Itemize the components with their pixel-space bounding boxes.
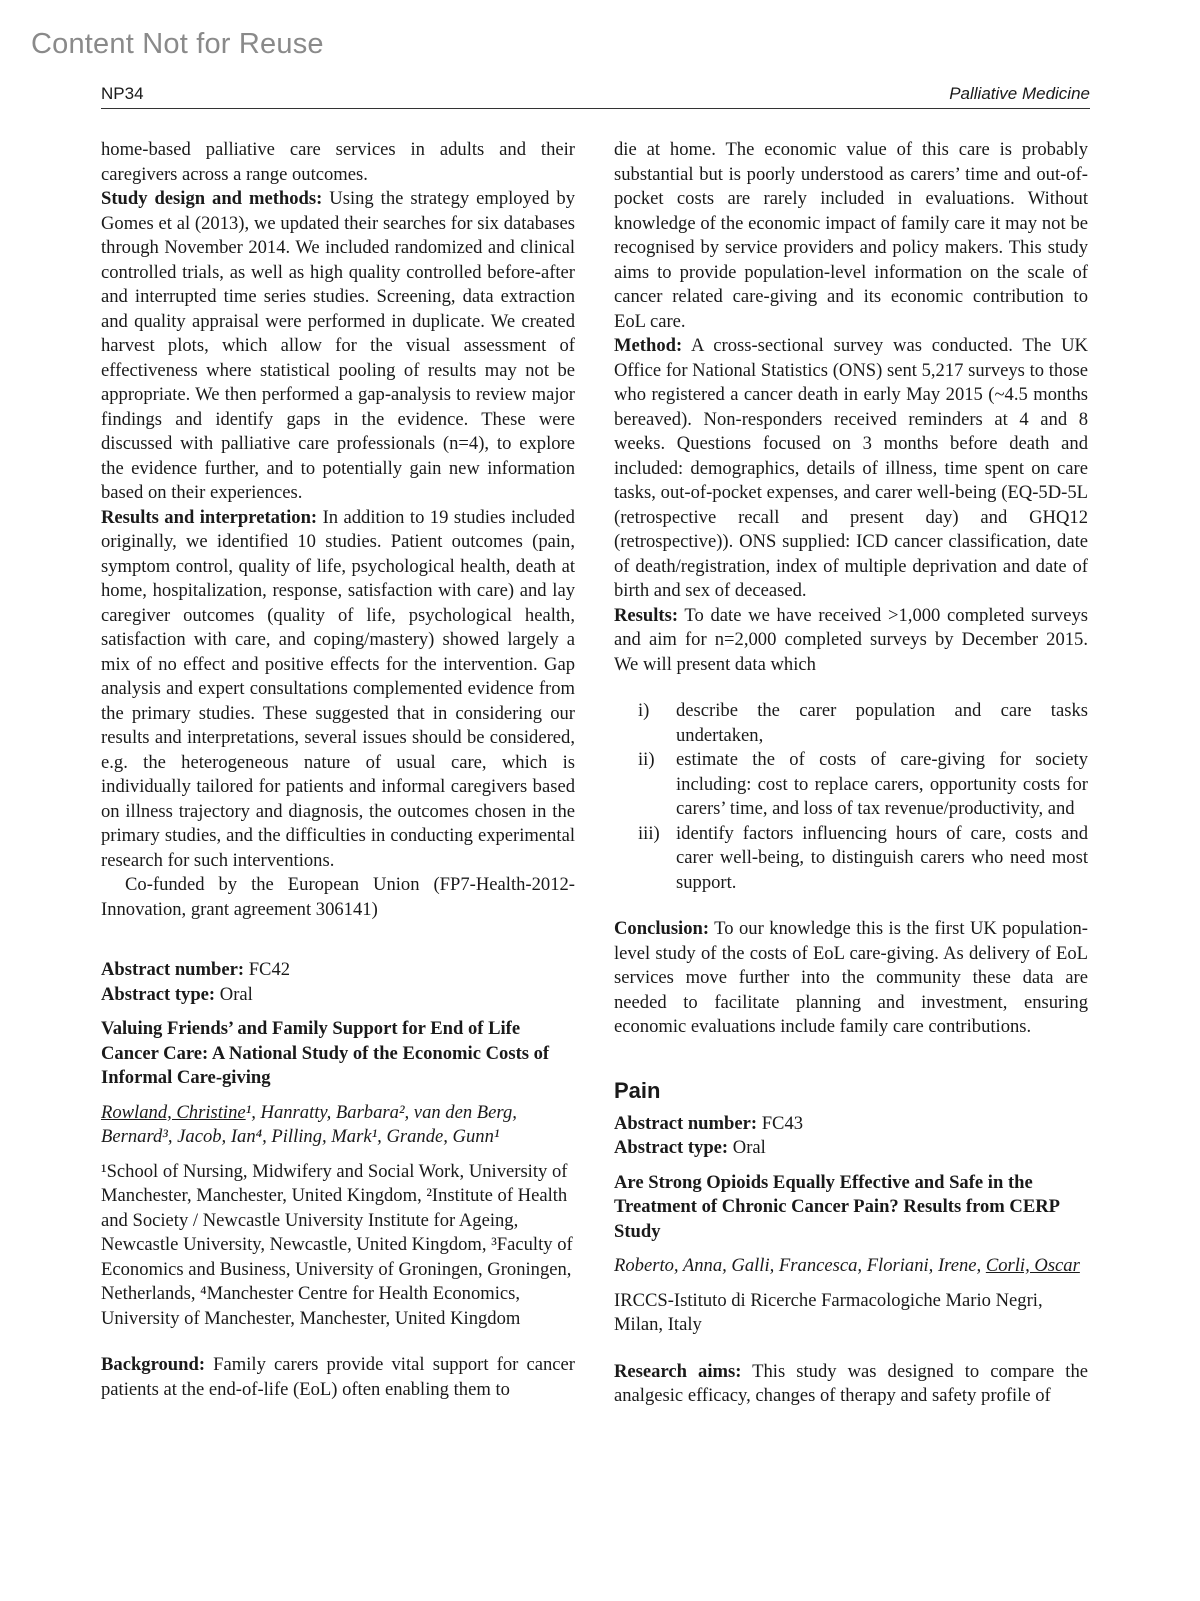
research-aims-paragraph	[614, 1360, 1088, 1409]
abstract-number-label: Abstract number:	[101, 959, 245, 980]
study-design-paragraph	[101, 187, 575, 506]
author-list	[101, 1101, 575, 1150]
abstract-title: Valuing Friends’ and Family Support for End of Life Cancer Care: A National Study of the Economic Costs of Informal Care-giving	[101, 1018, 550, 1088]
list-item-text: estimate the of costs of care-giving for society including: cost to replace carers, opportunity costs for carers’ time, and loss of tax revenue/productivity, and	[676, 749, 1088, 819]
background-continuation: die at home. The economic value of this care is probably substantial but is poorly understood as carers’ time and out-of-pocket costs are rarely included in evaluations. Without knowledge of the economic impact of family care it may not be recognised by service providers and policy makers. This study aims to provide population-level information on the scale of cancer related care-giving and its economic contribution to EoL care.	[614, 139, 1088, 332]
section-heading: Pain	[614, 1077, 661, 1103]
results-text: In addition to 19 studies included originally, we identified 10 studies. Patient outcomes (pain, symptom control, quality of life, psychological health, death at home, hospitalization, response, satisfaction with care) and lay caregiver outcomes (quality of life, psychological health, satisfaction with care, and coping/mastery) showed largely a mix of no effect and positive effects for the intervention. Gap analysis and expert consultations complemented evidence from the primary studies. These suggested that in considering our results and interpretations, several issues should be considered, e.g. the heterogeneous nature of usual care, which is individually tailored for patients and informal caregivers based on illness trajectory and diagnosis, the outcomes chosen in the primary studies, and the difficulties in conducting experimental research for such interventions.	[101, 506, 575, 871]
results-label-right: Results:	[614, 604, 679, 626]
abstract-type: Oral	[215, 983, 253, 1005]
abstract-type-label-right: Abstract type:	[614, 1137, 729, 1158]
abstract-type-line-right	[614, 1136, 1088, 1161]
header-rule	[101, 108, 1090, 109]
watermark-text: Content Not for Reuse	[31, 28, 324, 60]
method-text: A cross-sectional survey was conducted. The UK Office for National Statistics (ONS) sent 5,217 surveys to those who registered a cancer death in early May 2015 (~4.5 months bereaved). Non-responders received reminders at 4 and 8 weeks. Questions focused on 3 months before death and included: demographics, details of illness, time spent on care tasks, out-of-pocket expenses, and carer well-being (EQ-5D-5L (retrospective recall and present day) and GHQ12 (retrospective)). ONS supplied: ICD cancer classification, date of death/registration, index of multiple deprivation and date of birth and sex of deceased.	[614, 335, 1088, 601]
right-column	[614, 138, 1088, 1409]
background-label: Background:	[101, 1354, 206, 1375]
results-text-right: To date we have received >1,000 completed surveys and aim for n=2,000 completed surveys by December 2015. We will present data which	[614, 604, 1088, 675]
affiliation-right: IRCCS-Istituto di Ricerche Farmacologiche Mario Negri, Milan, Italy	[614, 1289, 1043, 1335]
research-aims-label: Research aims:	[614, 1360, 742, 1382]
method-paragraph	[614, 334, 1088, 604]
results-paragraph	[101, 506, 575, 874]
results-list	[614, 699, 1088, 895]
abstract-type-label: Abstract type:	[101, 983, 216, 1005]
abstract-number-line-right	[614, 1112, 1088, 1137]
author-list-right	[614, 1254, 1088, 1279]
abstract-number-label-right: Abstract number:	[614, 1112, 758, 1134]
abstract-number-right: FC43	[757, 1112, 804, 1134]
abstract-number: FC42	[244, 959, 291, 980]
list-item	[638, 748, 1088, 822]
funding-note: Co-funded by the European Union (FP7-Health-2012-Innovation, grant agreement 306141)	[101, 874, 575, 920]
left-column	[101, 138, 575, 1402]
list-item-number: ii)	[638, 749, 655, 770]
affiliations: ¹School of Nursing, Midwifery and Social Work, University of Manchester, Manchester, United Kingdom, ²Institute of Health and Society / Newcastle University Institute for Ageing, Newcastle University, Newcastle, United Kingdom, ³Faculty of Economics and Business, University of Groningen, Groningen, Netherlands, ⁴Manchester Centre for Health Economics, University of Manchester, Manchester, United Kingdom	[101, 1160, 573, 1329]
list-item-text: identify factors influencing hours of care, costs and carer well-being, to distinguish carers who need most support.	[676, 822, 1088, 893]
presenting-author-right: Corli, Oscar	[985, 1255, 1080, 1276]
results-paragraph-right	[614, 604, 1088, 678]
abstract-type-line	[101, 983, 575, 1008]
list-item-text: describe the carer population and care tasks undertaken,	[676, 700, 1088, 746]
study-design-text: Using the strategy employed by Gomes et al (2013), we updated their searches for six databases through November 2014. We included randomized and clinical controlled trials, as well as high quality controlled before-after and interrupted time series studies. Screening, data extraction and quality appraisal were performed in duplicate. We created harvest plots, which allow for the visual assessment of effectiveness where statistical pooling of results may not be appropriate. We then performed a gap-analysis to review major findings and identify gaps in the evidence. These were discussed with palliative care professionals (n=4), to explore the evidence further, and to potentially gain new information based on their experiences.	[101, 188, 575, 503]
running-header-page: NP34	[101, 84, 144, 103]
intro-continuation: home-based palliative care services in adults and their caregivers across a range outcomes.	[101, 139, 575, 185]
conclusion-label: Conclusion:	[614, 918, 710, 939]
list-item-number: iii)	[638, 822, 660, 844]
list-item-number: i)	[638, 700, 650, 721]
study-design-label: Study design and methods:	[101, 188, 323, 209]
background-paragraph	[101, 1353, 575, 1402]
abstract-number-line	[101, 958, 575, 983]
background-text: Family carers provide vital support for cancer patients at the end-of-life (EoL) often enabling them to	[101, 1354, 575, 1400]
co-authors: ¹, Hanratty, Barbara², van den Berg, Bernard³, Jacob, Ian⁴, Pilling, Mark¹, Grande, Gunn¹	[101, 1101, 517, 1147]
running-header-journal: Palliative Medicine	[949, 84, 1090, 103]
presenting-author: Rowland, Christine	[101, 1101, 246, 1123]
method-label: Method:	[614, 335, 683, 356]
conclusion-text: To our knowledge this is the first UK population-level study of the costs of EoL care-giving. As delivery of EoL services move further into the community these data are needed to facilitate planning and investment, ensuring economic evaluations include family care contributions.	[614, 918, 1088, 1037]
research-aims-text: This study was designed to compare the analgesic efficacy, changes of therapy and safety profile of	[614, 1360, 1089, 1406]
conclusion-paragraph	[614, 917, 1088, 1040]
co-authors-right: Roberto, Anna, Galli, Francesca, Floriani, Irene,	[614, 1255, 986, 1276]
list-item	[638, 822, 1088, 896]
results-label: Results and interpretation:	[101, 506, 318, 528]
abstract-title-right: Are Strong Opioids Equally Effective and Safe in the Treatment of Chronic Cancer Pain? Results from CERP Study	[614, 1171, 1060, 1242]
list-item	[638, 699, 1088, 748]
abstract-type-right: Oral	[728, 1137, 766, 1158]
